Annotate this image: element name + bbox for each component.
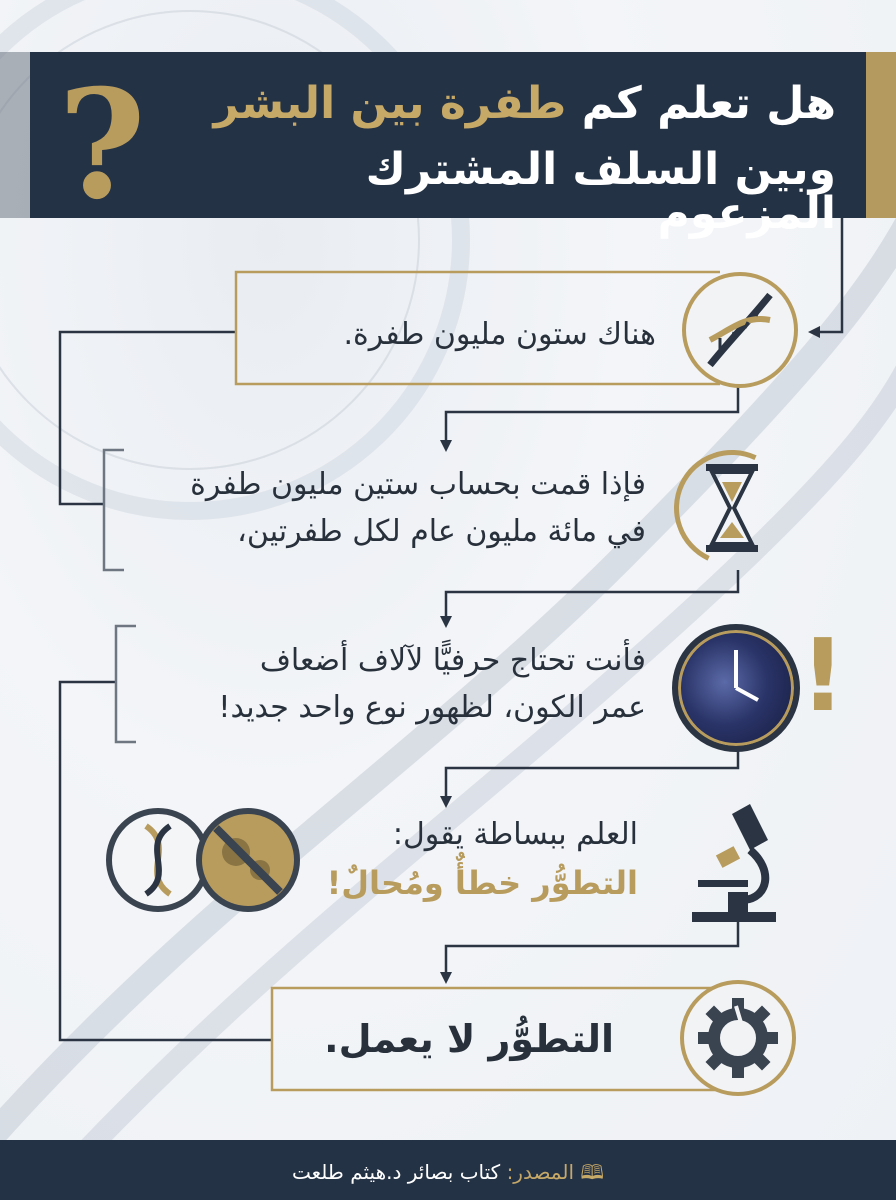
step-4-line-1: العلم ببساطة يقول: [392, 817, 638, 852]
title-line-2: وبين السلف المشترك المزعوم [365, 144, 836, 239]
step-3-line-1: فأنت تحتاج حرفيًّا لآلاف أضعاف [259, 643, 646, 678]
footer-label: المصدر: [506, 1160, 575, 1184]
step-4-line-2: التطوُّر خطأٌ ومُحالٌ! [326, 863, 638, 902]
broken-gear-icon [696, 996, 780, 1080]
title-highlight: طفرة بين البشر [213, 78, 567, 129]
exclamation-icon: ! [800, 617, 846, 734]
book-icon: 🕮 [580, 1160, 604, 1184]
clock-hands [672, 624, 800, 752]
step-3-line-2: عمر الكون، لظهور نوع واحد جديد! [218, 689, 646, 725]
dna-icon [690, 280, 790, 380]
step-2-text [190, 462, 646, 555]
step-2-line-1: فإذا قمت بحساب ستين مليون طفرة [190, 467, 646, 502]
step-1-text: هناك ستون مليون طفرة. [343, 317, 656, 352]
microscope-icon [688, 800, 784, 926]
prohibited-slash [196, 808, 300, 912]
title-line-1-start: هل تعلم كم [581, 78, 836, 129]
step-3-text [218, 638, 646, 731]
question-mark-icon: ? [58, 57, 146, 233]
dna-small-icon [120, 820, 196, 900]
step-2-line-2: في مائة مليون عام لكل طفرتين، [237, 513, 646, 549]
hourglass-icon [700, 462, 764, 554]
step-5-text: التطوُّر لا يعمل. [324, 1017, 614, 1061]
footer-source-text: كتاب بصائر د.هيثم طلعت [292, 1160, 501, 1184]
footer-source [0, 1158, 896, 1192]
step-4-text [327, 812, 638, 908]
